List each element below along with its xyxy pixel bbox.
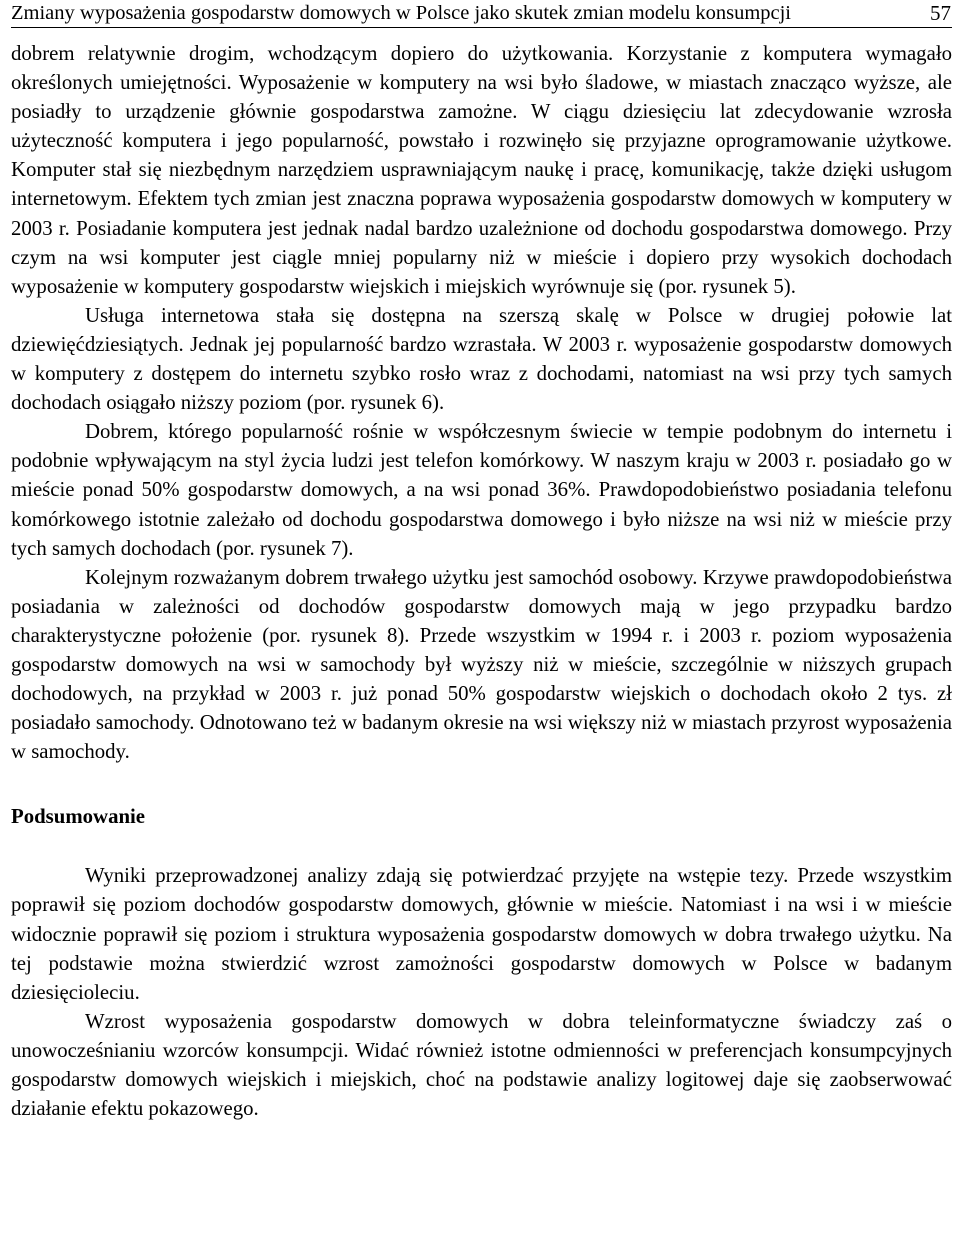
paragraph-continued: dobrem relatywnie drogim, wchodzącym dopiero do użytkowania. Korzystanie z komputera wymagało określonych umiejętności. Wyposażenie w komputery na wsi było śladowe, w miastach znacząco wyższe, ale posiadły to urządzenie głównie gospodarstwa zamożne. W ciągu dziesięciu lat zdecydowanie wzrosła użyteczność komputera i jego popularność, powstało i rozwinęło się przyjazne oprogramowanie użytkowe. Komputer stał się niezbędnym narzędziem usprawniającym naukę i pracę, komunikację, także dzięki usługom internetowym. Efektem tych zmian jest znaczna poprawa wyposażenia gospodarstw domowych w komputery w 2003 r. Posiadanie komputera jest jednak nadal bardzo uzależnione od dochodu gospodarstwa domowego. Przy czym na wsi komputer jest ciągle mniej popularny niż w mieście i dopiero przy wysokich dochodach wyposażenie w komputery gospodarstw wiejskich i miejskich wyrównuje się (por. rysunek 5). bbox=[11, 42, 952, 298]
paragraph-mobile-phone: Dobrem, którego popularność rośnie w współczesnym świecie w tempie podobnym do internetu i podobnie wpływającym na styl życia ludzi jest telefon komórkowy. W naszym kraju w 2003 r. posiadało go w mieście ponad 50% gospodarstw domowych, a na wsi ponad 36%. Prawdopodobieństwo posiadania telefonu komórkowego istotnie zależało od dochodu gospodarstwa domowego i było niższe na wsi niż w mieście przy tych samych dochodach (por. rysunek 7). bbox=[11, 420, 952, 560]
summary-paragraph-1: Wyniki przeprowadzonej analizy zdają się potwierdzać przyjęte na wstępie tezy. Przede wszystkim poprawił się poziom dochodów gospodarstw domowych, głównie w mieście. Natomiast i na wsi i w mieście widocznie poprawił się poziom i struktura wyposażenia gospodarstw domowych w dobra trwałego użytku. Na tej podstawie można stwierdzić wzrost zamożności gospodarstw domowych w Polsce w badanym dziesięcioleciu. bbox=[11, 864, 952, 1004]
running-title: Zmiany wyposażenia gospodarstw domowych w Polsce jako skutek zmian modelu konsumpcji bbox=[11, 2, 792, 24]
body-text bbox=[11, 39, 952, 1123]
running-header bbox=[11, 0, 952, 28]
page-number: 57 bbox=[930, 1, 951, 25]
summary-paragraph-2: Wzrost wyposażenia gospodarstw domowych w dobra teleinformatyczne świadczy zaś o unowocześnianiu wzorców konsumpcji. Widać również istotne odmienności w preferencjach konsumpcyjnych gospodarstw domowych wiejskich i miejskich, choć na podstawie analizy logitowej daje się zaobserwować działanie efektu pokazowego. bbox=[11, 1009, 952, 1121]
section-heading: Podsumowanie bbox=[11, 805, 146, 829]
paragraph-internet: Usługa internetowa stała się dostępna na szerszą skalę w Polsce w drugiej połowie lat dziewięćdziesiątych. Jednak jej popularność bardzo wzrastała. W 2003 r. wyposażenie gospodarstw domowych w komputery z dostępem do internetu szybko rosło wraz z dochodami, natomiast na wsi przy tych samych dochodach osiągało niższy poziom (por. rysunek 6). bbox=[11, 303, 952, 415]
paragraph-car: Kolejnym rozważanym dobrem trwałego użytku jest samochód osobowy. Krzywe prawdopodobieństwa posiadania w zależności od dochodów gospodarstw domowych mają w jego przypadku bardzo charakterystyczne położenie (por. rysunek 8). Przede wszystkim w 1994 r. i 2003 r. poziom wyposażenia gospodarstw domowych na wsi w samochody był wyższy niż w mieście, szczególnie w niższych grupach dochodowych, na przykład w 2003 r. już ponad 50% gospodarstw wiejskich o dochodach około 2 tys. zł posiadało samochody. Odnotowano też w badanym okresie na wsi większy niż w miastach przyrost wyposażenia w samochody. bbox=[11, 565, 952, 764]
document-page bbox=[11, 0, 952, 1123]
